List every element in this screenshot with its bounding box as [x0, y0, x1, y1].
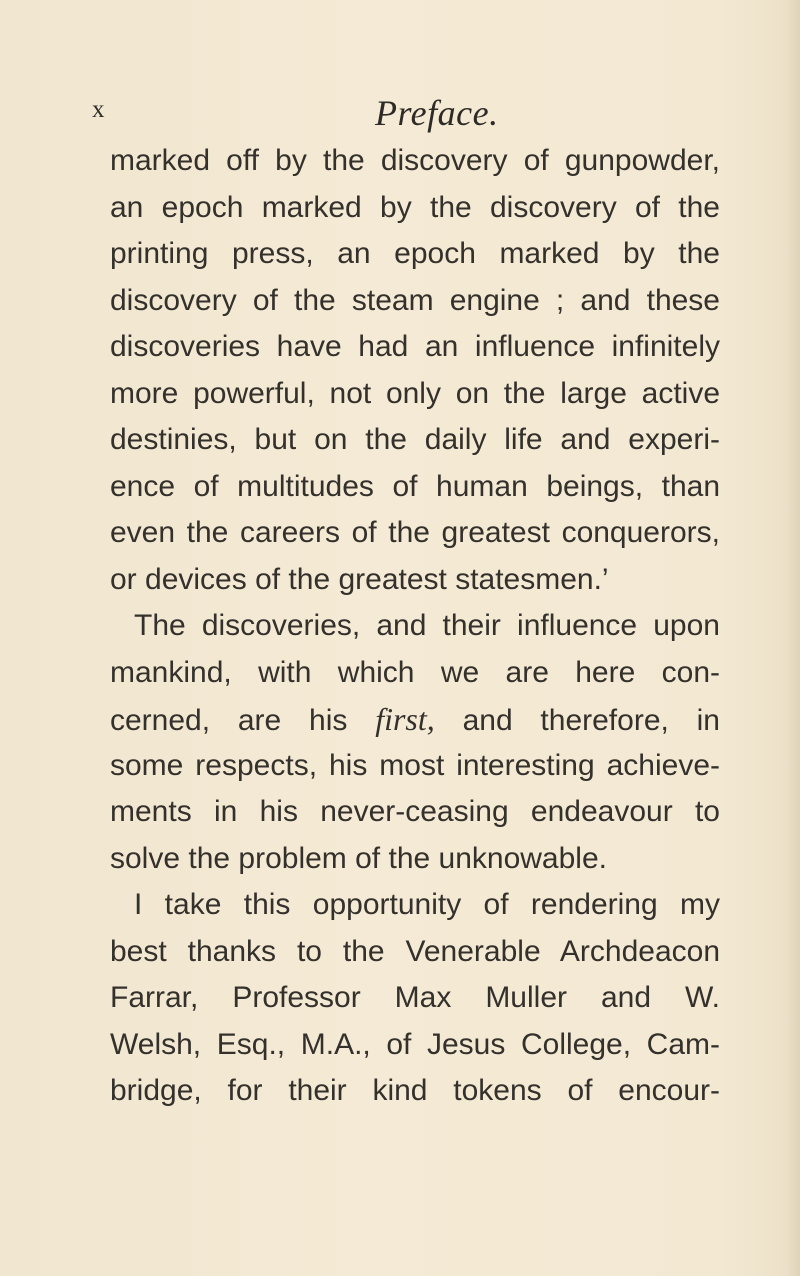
- text-line: bridge, for their kind tokens of encour-: [110, 1074, 720, 1107]
- text-line: discovery of the steam engine ; and these: [110, 283, 720, 317]
- italic-emphasis: first,: [375, 701, 435, 737]
- running-head: Preface.: [375, 93, 499, 133]
- text-line: best thanks to the Venerable Archdeacon: [110, 934, 720, 968]
- text-line: mankind, with which we are here con-: [110, 655, 720, 689]
- text-line: destinies, but on the daily life and experi-: [110, 423, 720, 456]
- text-line: Welsh, Esq., M.A., of Jesus College, Cam-: [110, 1027, 720, 1061]
- page-header: [0, 92, 800, 132]
- text-line: solve the problem of the unknowable.: [110, 841, 607, 875]
- text-line: more powerful, not only on the large active: [110, 376, 720, 410]
- text-line: ments in his never-ceasing endeavour to: [110, 795, 720, 828]
- text-line: an epoch marked by the discovery of the: [110, 190, 720, 224]
- paragraph-start-line: I take this opportunity of rendering my: [134, 888, 720, 921]
- page-number: x: [92, 96, 106, 123]
- text-line: even the careers of the greatest conquerors,: [110, 516, 720, 549]
- text-line: ence of multitudes of human beings, than: [110, 469, 720, 503]
- text-line: printing press, an epoch marked by the: [110, 237, 720, 270]
- text-line: some respects, his most interesting achieve-: [110, 748, 720, 782]
- text-segment: and therefore, in: [434, 704, 720, 737]
- text-line: marked off by the discovery of gunpowder,: [110, 144, 720, 177]
- text-line: or devices of the greatest statesmen.’: [110, 562, 609, 596]
- text-line: Farrar, Professor Max Muller and W.: [110, 981, 720, 1014]
- text-line-with-italic: [110, 696, 720, 743]
- page-edge-shadow: [786, 0, 800, 1276]
- text-line: discoveries have had an influence infinitely: [110, 330, 720, 363]
- paragraph-start-line: The discoveries, and their influence upon: [134, 609, 720, 642]
- text-segment: cerned, are his: [110, 704, 376, 737]
- body-text: [110, 138, 720, 1115]
